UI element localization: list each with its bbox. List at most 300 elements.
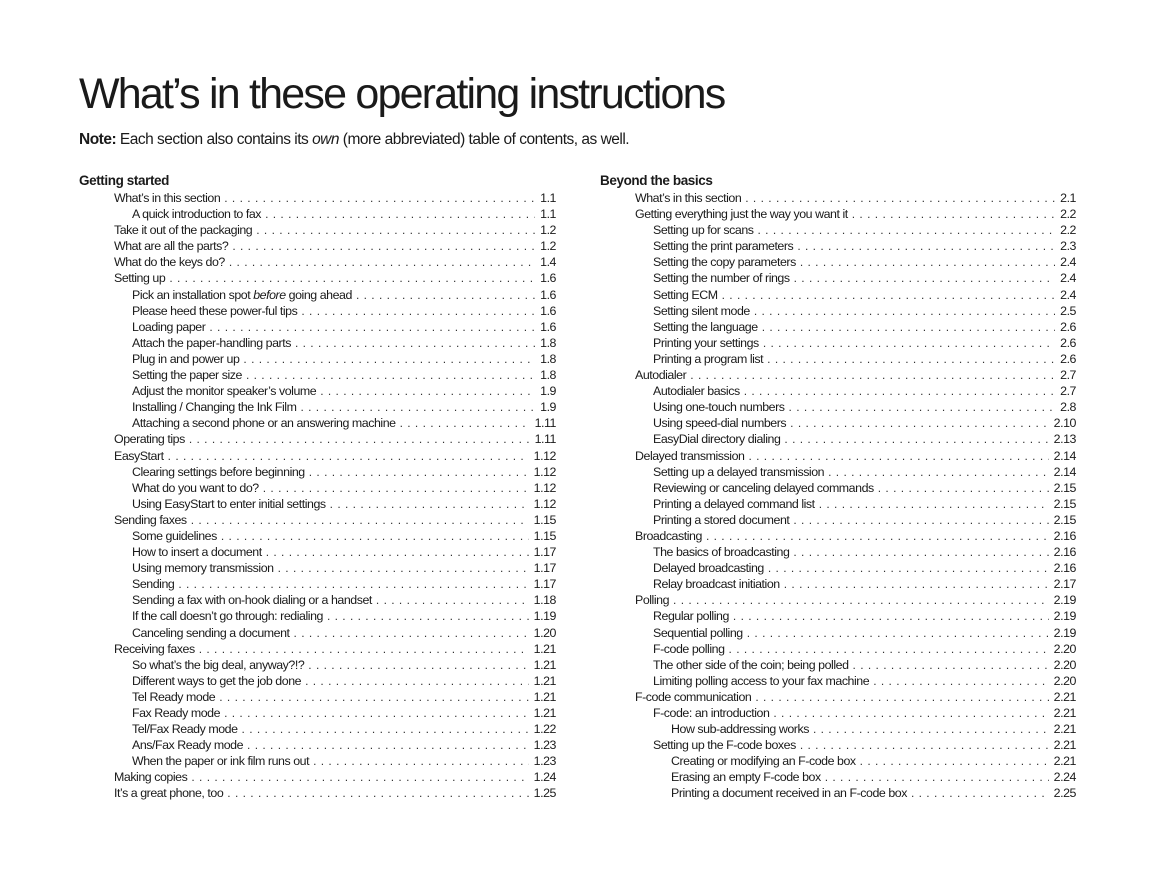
dot-leader [246, 367, 535, 383]
toc-entry-page: 2.20 [1053, 673, 1076, 688]
toc-entry-page: 1.19 [533, 609, 556, 624]
toc-list [600, 190, 1076, 802]
toc-entry[interactable] [79, 415, 556, 431]
toc-entry-label: If the call doesn’t go through: redialing [132, 609, 323, 624]
dot-leader [784, 576, 1049, 592]
toc-entry-label: Using EasyStart to enter initial settings [132, 496, 326, 511]
toc-entry-label: What’s in this section [635, 191, 742, 205]
toc-entry-label: Canceling sending a document [132, 625, 290, 640]
toc-column-beyond-the-basics [600, 172, 1076, 802]
toc-entry-page: 2.15 [1053, 512, 1076, 527]
toc-entry-label: Making copies [114, 770, 188, 785]
toc-entry-page: 1.17 [533, 561, 556, 576]
toc-entry-page: 1.12 [533, 448, 556, 463]
toc-entry-label: A quick introduction to fax [132, 207, 262, 222]
toc-entry-label: Printing a stored document [653, 512, 790, 527]
toc-entry[interactable] [79, 206, 556, 222]
dot-leader [673, 592, 1049, 608]
toc-entry[interactable] [600, 769, 1076, 785]
toc-entry[interactable] [600, 303, 1076, 319]
toc-entry-label: Setting the print parameters [653, 239, 794, 254]
dot-leader [763, 335, 1055, 351]
toc-entry-page: 1.23 [533, 738, 556, 753]
toc-entry-page: 2.2 [1060, 207, 1076, 222]
toc-entry-page: 1.12 [533, 496, 556, 511]
toc-entry[interactable] [600, 705, 1076, 721]
toc-entry-page: 1.21 [533, 689, 556, 704]
toc-entry-label: Relay broadcast initiation [653, 577, 780, 592]
toc-entry-page: 1.11 [534, 432, 556, 447]
dot-leader [242, 721, 529, 737]
toc-entry[interactable] [79, 351, 556, 367]
toc-entry-label: F-code communication [635, 689, 752, 704]
toc-entry[interactable] [79, 464, 556, 480]
dot-leader [706, 528, 1049, 544]
toc-entry-page: 2.19 [1053, 609, 1076, 624]
toc-entry-label: Setting the paper size [132, 368, 242, 383]
dot-leader [754, 303, 1055, 319]
dot-leader [330, 496, 529, 512]
toc-entry-label: Reviewing or canceling delayed commands [653, 480, 874, 495]
toc-entry-label: Setting up the F-code boxes [653, 738, 796, 753]
toc-entry-label: How sub-addressing works [671, 722, 809, 737]
toc-entry-label: Delayed transmission [635, 448, 745, 463]
toc-entry-label: Broadcasting [635, 528, 702, 543]
toc-entry-label: Printing your settings [653, 335, 759, 350]
toc-entry-page: 2.16 [1053, 561, 1076, 576]
toc-entry-label: When the paper or ink film runs out [132, 754, 310, 769]
toc-entry-page: 2.16 [1053, 545, 1076, 560]
toc-entry-label: Setting silent mode [653, 303, 750, 318]
toc-entry[interactable] [600, 480, 1076, 496]
toc-entry[interactable] [600, 367, 1076, 383]
toc-entry-page: 2.20 [1053, 657, 1076, 672]
toc-entry-label: The basics of broadcasting [653, 545, 790, 560]
toc-entry[interactable] [600, 335, 1076, 351]
toc-entry-label: Installing / Changing the Ink Film [132, 400, 297, 415]
toc-entry-label: Attach the paper-handling parts [132, 335, 291, 350]
toc-entry[interactable] [600, 190, 1076, 206]
toc-entry-label: Using one-touch numbers [653, 400, 785, 415]
toc-entry[interactable] [600, 512, 1076, 528]
dot-leader [860, 753, 1049, 769]
toc-entry-page: 1.12 [533, 480, 556, 495]
toc-entry-page: 1.15 [533, 512, 556, 527]
toc-entry[interactable] [79, 657, 556, 673]
toc-entry-label: EasyStart [114, 448, 164, 463]
toc-entry-page: 2.19 [1053, 625, 1076, 640]
toc-entry-label: F-code: an introduction [653, 706, 770, 720]
toc-entry-label: Setting the language [653, 319, 758, 334]
toc-entry[interactable] [79, 592, 556, 608]
toc-entry-label: What do the keys do? [114, 255, 225, 270]
toc-entry-page: 1.9 [540, 400, 556, 415]
toc-entry-page: 2.14 [1053, 448, 1076, 463]
dot-leader [733, 608, 1049, 624]
toc-entry-label: Autodialer basics [653, 384, 740, 399]
toc-entry-page: 1.21 [533, 673, 556, 688]
toc-entry[interactable] [600, 270, 1076, 286]
toc-entry-page: 2.15 [1053, 496, 1076, 511]
dot-leader [301, 303, 535, 319]
dot-leader [265, 206, 535, 222]
toc-entry[interactable] [600, 206, 1076, 222]
toc-entry[interactable] [600, 737, 1076, 753]
note-label: Note: [79, 131, 117, 148]
toc-entry-page: 2.8 [1060, 400, 1076, 415]
toc-entry-label: Setting up a delayed transmission [653, 464, 825, 479]
toc-entry-label: Loading paper [132, 319, 206, 334]
toc-entry-label: Ans/Fax Ready mode [132, 738, 244, 753]
toc-entry[interactable] [79, 319, 556, 335]
toc-entry[interactable] [79, 383, 556, 399]
dot-leader [168, 448, 529, 464]
dot-leader [748, 448, 1048, 464]
toc-entry[interactable] [600, 641, 1076, 657]
toc-entry-page: 2.25 [1053, 786, 1076, 801]
toc-entry-page: 2.6 [1060, 335, 1076, 350]
toc-entry[interactable] [600, 673, 1076, 689]
toc-entry[interactable] [600, 287, 1076, 303]
toc-entry-label: Take it out of the packaging [114, 223, 253, 238]
toc-entry-page: 1.6 [540, 287, 556, 302]
toc-entry[interactable] [79, 287, 556, 303]
toc-entry[interactable] [79, 625, 556, 641]
dot-leader [758, 222, 1056, 238]
toc-entry-page: 2.21 [1053, 722, 1076, 737]
toc-entry-label: Sending faxes [114, 512, 187, 527]
toc-entry[interactable] [600, 544, 1076, 560]
toc-entry[interactable] [600, 625, 1076, 641]
toc-entry-page: 2.21 [1053, 754, 1076, 769]
toc-entry-label: Getting everything just the way you want it [635, 207, 848, 222]
toc-entry[interactable] [79, 480, 556, 496]
toc-entry-label: Tel/Fax Ready mode [132, 722, 238, 737]
toc-entry[interactable] [79, 270, 556, 286]
toc-entry-page: 2.3 [1060, 239, 1076, 254]
toc-entry[interactable] [79, 335, 556, 351]
dot-leader [773, 705, 1048, 721]
section-heading: Beyond the basics [600, 173, 713, 188]
toc-entry-page: 2.4 [1060, 255, 1076, 270]
toc-entry[interactable] [79, 399, 556, 415]
toc-entry-page: 1.8 [540, 351, 556, 366]
toc-entry-page: 2.6 [1060, 351, 1076, 366]
toc-entry-page: 2.21 [1053, 706, 1076, 720]
dot-leader [729, 641, 1049, 657]
dot-leader [169, 270, 535, 286]
toc-entry-page: 1.21 [533, 641, 556, 656]
toc-entry-page: 2.24 [1053, 770, 1076, 785]
toc-entry[interactable] [79, 512, 556, 528]
toc-entry[interactable] [600, 448, 1076, 464]
toc-entry-label: Polling [635, 593, 670, 608]
toc-entry-page: 1.24 [533, 770, 556, 785]
toc-entry[interactable] [79, 544, 556, 560]
toc-entry-label: Pick an installation spot before going ahead [132, 287, 352, 302]
toc-entry-page: 2.13 [1053, 432, 1076, 447]
toc-entry-label: Regular polling [653, 609, 729, 624]
dot-leader [243, 351, 535, 367]
toc-entry-label: EasyDial directory dialing [653, 432, 781, 447]
toc-entry[interactable] [600, 399, 1076, 415]
dot-leader [878, 480, 1049, 496]
dot-leader [256, 222, 535, 238]
dot-leader [784, 431, 1048, 447]
dot-leader [229, 254, 535, 270]
dot-leader [800, 737, 1049, 753]
toc-entry[interactable] [79, 254, 556, 270]
toc-entry-label: Adjust the monitor speaker’s volume [132, 384, 317, 399]
toc-entry-label: F-code polling [653, 641, 725, 656]
toc-entry[interactable] [79, 528, 556, 544]
dot-leader [294, 625, 529, 641]
toc-entry-label: Delayed broadcasting [653, 561, 764, 576]
dot-leader [219, 689, 528, 705]
dot-leader [309, 464, 529, 480]
toc-entry[interactable] [600, 319, 1076, 335]
toc-entry[interactable] [600, 657, 1076, 673]
toc-entry-page: 1.11 [534, 416, 556, 431]
toc-entry-page: 2.14 [1053, 464, 1076, 479]
toc-entry-label: Setting up for scans [653, 223, 754, 238]
toc-entry[interactable] [79, 608, 556, 624]
toc-entry[interactable] [79, 641, 556, 657]
toc-entry-label: It’s a great phone, too [114, 786, 224, 801]
toc-entry[interactable] [79, 785, 556, 801]
toc-entry-page: 2.21 [1053, 738, 1076, 753]
toc-entry[interactable] [79, 190, 556, 206]
toc-entry-label: How to insert a document [132, 545, 262, 560]
toc-entry-page: 1.2 [540, 239, 556, 254]
toc-entry-page: 2.2 [1060, 223, 1076, 238]
toc-entry-label: Erasing an empty F-code box [671, 770, 821, 785]
toc-entry-label: What’s in this section [114, 191, 221, 205]
dot-leader [224, 190, 535, 206]
toc-entry[interactable] [600, 785, 1076, 801]
dot-leader [295, 335, 535, 351]
toc-entry-label: Receiving faxes [114, 641, 195, 656]
dot-leader [852, 206, 1055, 222]
toc-entry-label: Limiting polling access to your fax machine [653, 673, 870, 688]
toc-entry-label: Autodialer [635, 368, 687, 383]
toc-entry-page: 2.16 [1053, 528, 1076, 543]
toc-entry-page: 1.18 [533, 593, 556, 608]
toc-entry-label: Please heed these power-ful tips [132, 303, 298, 318]
toc-entry-page: 2.7 [1060, 368, 1076, 383]
dot-leader [825, 769, 1049, 785]
dot-leader [853, 657, 1049, 673]
dot-leader [755, 689, 1048, 705]
toc-entry-page: 2.7 [1060, 384, 1076, 399]
toc-entry-label: Printing a program list [653, 351, 764, 366]
toc-entry-page: 1.1 [540, 191, 556, 205]
dot-leader [793, 544, 1048, 560]
toc-entry-page: 2.21 [1053, 689, 1076, 704]
toc-entry[interactable] [79, 222, 556, 238]
toc-entry-label: Fax Ready mode [132, 706, 221, 720]
toc-entry-label: Sending a fax with on-hook dialing or a handset [132, 593, 372, 608]
toc-entry-page: 1.17 [533, 545, 556, 560]
toc-entry[interactable] [600, 721, 1076, 737]
toc-entry-label: Setting ECM [653, 287, 718, 302]
dot-leader [191, 769, 528, 785]
toc-entry[interactable] [600, 415, 1076, 431]
toc-entry[interactable] [600, 496, 1076, 512]
dot-leader [178, 576, 528, 592]
dot-leader [790, 415, 1049, 431]
dot-leader [224, 705, 529, 721]
toc-entry-label: Creating or modifying an F-code box [671, 754, 856, 769]
dot-leader [191, 512, 529, 528]
toc-entry[interactable] [600, 560, 1076, 576]
toc-entry[interactable] [600, 238, 1076, 254]
toc-entry-label: Plug in and power up [132, 351, 240, 366]
toc-entry[interactable] [600, 576, 1076, 592]
toc-entry[interactable] [79, 705, 556, 721]
toc-entry-page: 1.1 [540, 207, 556, 222]
dot-leader [376, 592, 529, 608]
dot-leader [221, 528, 529, 544]
toc-entry[interactable] [600, 431, 1076, 447]
toc-entry-page: 1.20 [533, 625, 556, 640]
toc-entry-page: 2.10 [1053, 416, 1076, 431]
toc-entry-label: Setting the copy parameters [653, 255, 796, 270]
dot-leader [278, 560, 529, 576]
toc-entry-page: 1.2 [540, 223, 556, 238]
toc-entry[interactable] [79, 448, 556, 464]
dot-leader [189, 431, 530, 447]
dot-leader [305, 673, 529, 689]
dot-leader [356, 287, 535, 303]
dot-leader [227, 785, 528, 801]
toc-entry[interactable] [79, 737, 556, 753]
toc-entry-page: 2.20 [1053, 641, 1076, 656]
toc-entry[interactable] [600, 464, 1076, 480]
toc-entry[interactable] [79, 769, 556, 785]
toc-entry[interactable] [600, 689, 1076, 705]
dot-leader [327, 608, 529, 624]
dot-leader [789, 399, 1056, 415]
dot-leader [722, 287, 1056, 303]
toc-entry[interactable] [79, 238, 556, 254]
toc-entry-page: 1.22 [533, 722, 556, 737]
toc-entry[interactable] [600, 351, 1076, 367]
page-title: What’s in these operating instructions [79, 70, 725, 118]
toc-entry[interactable] [79, 753, 556, 769]
dot-leader [911, 785, 1049, 801]
dot-leader [263, 480, 529, 496]
dot-leader [828, 464, 1049, 480]
dot-leader [300, 399, 535, 415]
toc-entry[interactable] [79, 431, 556, 447]
dot-leader [762, 319, 1055, 335]
dot-leader [800, 254, 1055, 270]
toc-entry-page: 2.6 [1060, 319, 1076, 334]
toc-entry[interactable] [600, 383, 1076, 399]
dot-leader [873, 673, 1048, 689]
toc-entry-label: Setting the number of rings [653, 271, 790, 286]
note-text-before: Each section also contains its [116, 131, 313, 148]
dot-leader [794, 270, 1056, 286]
toc-entry[interactable] [600, 528, 1076, 544]
toc-entry-page: 2.5 [1060, 303, 1076, 318]
toc-list [79, 190, 556, 802]
toc-entry-page: 1.6 [540, 303, 556, 318]
toc-entry[interactable] [79, 560, 556, 576]
toc-entry-page: 2.17 [1053, 577, 1076, 592]
toc-entry-page: 1.21 [533, 657, 556, 672]
toc-entry-label: Some guidelines [132, 528, 217, 543]
toc-entry-page: 2.15 [1053, 480, 1076, 495]
note [79, 131, 629, 149]
dot-leader [199, 641, 529, 657]
dot-leader [767, 351, 1055, 367]
toc-entry[interactable] [79, 689, 556, 705]
toc-entry[interactable] [600, 222, 1076, 238]
toc-entry-label: The other side of the coin; being polled [653, 657, 849, 672]
dot-leader [400, 415, 530, 431]
toc-entry-label: Operating tips [114, 432, 185, 447]
toc-entry-page: 1.8 [540, 335, 556, 350]
toc-entry[interactable] [600, 254, 1076, 270]
toc-entry-page: 1.25 [533, 786, 556, 801]
dot-leader [690, 367, 1055, 383]
dot-leader [745, 190, 1055, 206]
toc-entry-page: 1.15 [533, 528, 556, 543]
toc-entry-page: 1.17 [533, 577, 556, 592]
toc-entry[interactable] [600, 592, 1076, 608]
toc-entry-label: Sequential polling [653, 625, 743, 640]
toc-entry-label: What are all the parts? [114, 239, 229, 254]
toc-entry[interactable] [79, 496, 556, 512]
toc-entry[interactable] [79, 303, 556, 319]
note-text-after: (more abbreviated) table of contents, as well. [339, 131, 630, 148]
dot-leader [320, 383, 535, 399]
toc-entry[interactable] [600, 608, 1076, 624]
toc-entry-label: Using speed-dial numbers [653, 416, 787, 431]
toc-entry[interactable] [79, 673, 556, 689]
dot-leader [793, 512, 1048, 528]
toc-entry-label: Printing a delayed command list [653, 496, 815, 511]
dot-leader [819, 496, 1049, 512]
toc-column-getting-started [79, 172, 556, 802]
dot-leader [209, 319, 535, 335]
toc-entry[interactable] [79, 576, 556, 592]
toc-entry-page: 2.1 [1060, 191, 1076, 205]
toc-entry-page: 2.4 [1060, 287, 1076, 302]
toc-entry[interactable] [600, 753, 1076, 769]
dot-leader [313, 753, 529, 769]
dot-leader [747, 625, 1049, 641]
toc-entry-label: Attaching a second phone or an answering machine [132, 416, 396, 431]
toc-entry-label: Tel Ready mode [132, 689, 216, 704]
dot-leader [797, 238, 1055, 254]
toc-entry[interactable] [79, 721, 556, 737]
dot-leader [247, 737, 529, 753]
toc-entry-page: 1.4 [540, 255, 556, 270]
toc-entry-page: 2.4 [1060, 271, 1076, 286]
toc-entry-page: 1.9 [540, 384, 556, 399]
toc-entry[interactable] [79, 367, 556, 383]
dot-leader [308, 657, 528, 673]
toc-entry-label: Printing a document received in an F-code box [671, 786, 907, 801]
toc-entry-page: 1.23 [533, 754, 556, 769]
dot-leader [744, 383, 1055, 399]
toc-entry-page: 1.12 [533, 464, 556, 479]
toc-entry-label: Sending [132, 577, 175, 592]
toc-entry-label: Clearing settings before beginning [132, 464, 305, 479]
